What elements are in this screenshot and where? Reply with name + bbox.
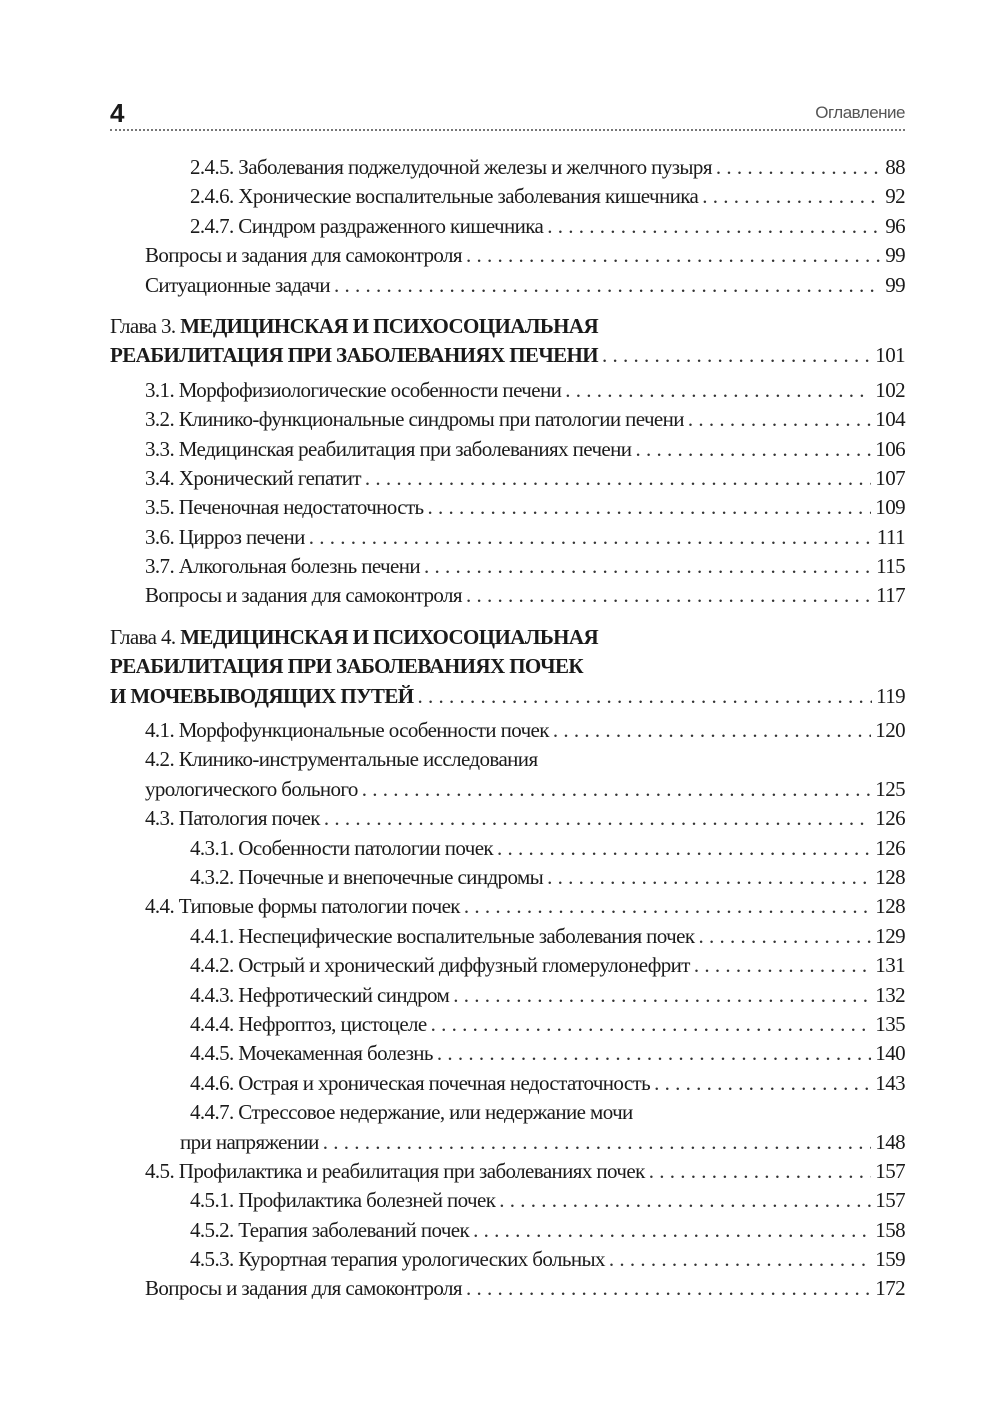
- toc-page-number: 159: [875, 1247, 905, 1272]
- dot-leader: [565, 376, 871, 405]
- toc-page-number: 107: [875, 465, 905, 490]
- dot-leader: [466, 581, 872, 610]
- toc-entry-title: [110, 623, 598, 652]
- header-dotted-rule: [110, 129, 905, 131]
- toc-entry[interactable]: [110, 405, 905, 434]
- toc-entry-text: 2.4.7. Синдром раздраженного кишечника: [190, 213, 544, 238]
- dot-leader: [453, 981, 871, 1010]
- toc-page-number: 106: [875, 436, 905, 461]
- dot-leader: [688, 405, 871, 434]
- toc-line: [110, 1274, 905, 1303]
- dot-leader: [428, 493, 872, 522]
- dot-leader: [547, 212, 881, 241]
- toc-entry-text: 3.6. Цирроз печени: [145, 524, 305, 549]
- toc-entry-title: [190, 1039, 433, 1068]
- toc-line: [110, 153, 905, 182]
- toc-entry[interactable]: [110, 552, 905, 581]
- toc-entry-title: [145, 581, 462, 610]
- dot-leader: [464, 892, 871, 921]
- toc-line: [110, 834, 905, 863]
- dot-leader: [466, 241, 881, 270]
- toc-line: [110, 1245, 905, 1274]
- toc-line: [110, 464, 905, 493]
- toc-entry-title: [190, 834, 493, 863]
- toc-entry-text: 4.2. Клинико-инструментальные исследования: [145, 747, 538, 772]
- toc-line: [110, 981, 905, 1010]
- dot-leader: [365, 464, 871, 493]
- toc-entry[interactable]: [110, 1274, 905, 1303]
- toc-entry-text: 4.5.3. Курортная терапия урологических больных: [190, 1247, 605, 1272]
- toc-entry[interactable]: [110, 1010, 905, 1039]
- toc-entry-title: [180, 1128, 319, 1157]
- toc-line: [110, 552, 905, 581]
- toc-line: [110, 312, 905, 341]
- toc-entry[interactable]: [110, 716, 905, 745]
- toc-entry-text: 4.4.3. Нефротический синдром: [190, 982, 450, 1007]
- toc-page-number: 132: [875, 982, 905, 1007]
- toc-page-number: 157: [875, 1188, 905, 1213]
- toc-page-number: 126: [875, 835, 905, 860]
- dot-leader: [553, 716, 871, 745]
- toc-entry-title: [190, 182, 698, 211]
- toc-line: [110, 652, 905, 681]
- toc-entry-text: 4.3.2. Почечные и внепочечные синдромы: [190, 864, 544, 889]
- toc-page-number: 101: [875, 343, 905, 368]
- toc-entry-title: [145, 892, 460, 921]
- toc-entry[interactable]: [110, 863, 905, 892]
- toc-line: [110, 341, 905, 370]
- toc-line: [110, 716, 905, 745]
- toc-line: [110, 523, 905, 552]
- toc-entry-text: 4.4.2. Острый и хронический диффузный гломерулонефрит: [190, 953, 690, 978]
- toc-entry-title: [145, 405, 684, 434]
- toc-line: [110, 1128, 905, 1157]
- toc-line: [110, 922, 905, 951]
- toc-entry-title: [145, 552, 420, 581]
- toc-entry-text: 4.4.1. Неспецифические воспалительные заболевания почек: [190, 923, 695, 948]
- toc-entry-title: [190, 981, 449, 1010]
- page-number: 4: [110, 98, 125, 128]
- toc-entry-text: РЕАБИЛИТАЦИЯ ПРИ ЗАБОЛЕВАНИЯХ ПЕЧЕНИ: [110, 343, 599, 368]
- table-of-contents: [110, 153, 905, 1304]
- toc-line: [110, 623, 905, 652]
- dot-leader: [362, 775, 872, 804]
- toc-entry-title: [145, 435, 631, 464]
- toc-entry-title: [145, 271, 330, 300]
- toc-entry-title: [190, 1186, 495, 1215]
- toc-page-number: 109: [875, 495, 905, 520]
- toc-entry[interactable]: [110, 581, 905, 610]
- toc-page-number: 172: [875, 1276, 905, 1301]
- toc-entry-title: [145, 241, 462, 270]
- toc-line: [110, 581, 905, 610]
- toc-page-number: 92: [885, 184, 905, 209]
- toc-entry-title: [190, 922, 694, 951]
- toc-page-number: 126: [875, 806, 905, 831]
- toc-entry-text: Ситуационные задачи: [145, 272, 331, 297]
- toc-entry[interactable]: [110, 804, 905, 833]
- toc-entry[interactable]: [110, 1039, 905, 1068]
- toc-page-number: 88: [885, 155, 905, 179]
- toc-entry-title: [145, 523, 305, 552]
- toc-entry-text: 3.7. Алкогольная болезнь печени: [145, 554, 420, 579]
- dot-leader: [716, 153, 881, 182]
- toc-entry-title: [145, 493, 424, 522]
- dot-leader: [417, 682, 872, 711]
- toc-entry-title: [190, 951, 690, 980]
- toc-entry-text: 4.5.2. Терапия заболеваний почек: [190, 1217, 470, 1242]
- toc-page-number: 129: [875, 923, 905, 948]
- toc-entry[interactable]: [110, 892, 905, 921]
- toc-entry-title: [145, 745, 538, 774]
- toc-line: [110, 1157, 905, 1186]
- toc-entry-text: 4.3.1. Особенности патологии почек: [190, 835, 494, 860]
- toc-line: [110, 951, 905, 980]
- toc-entry[interactable]: [110, 182, 905, 211]
- toc-line: [110, 435, 905, 464]
- toc-entry-title: [145, 1157, 645, 1186]
- dot-leader: [431, 1010, 872, 1039]
- toc-entry[interactable]: [110, 241, 905, 270]
- dot-leader: [324, 804, 871, 833]
- toc-line: [110, 182, 905, 211]
- toc-entry-title: [145, 775, 358, 804]
- toc-entry-text: И МОЧЕВЫВОДЯЩИХ ПУТЕЙ: [110, 683, 414, 708]
- toc-page-number: 157: [875, 1158, 905, 1183]
- dot-leader: [698, 922, 871, 951]
- toc-entry-text: 4.1. Морфофункциональные особенности почек: [145, 718, 549, 743]
- toc-entry-title: [110, 341, 598, 370]
- toc-line: [110, 892, 905, 921]
- toc-entry-text: 3.2. Клинико-функциональные синдромы при патологии печени: [145, 407, 684, 432]
- toc-page-number: 99: [885, 243, 905, 268]
- toc-entry-title: [145, 716, 549, 745]
- toc-page-number: 111: [876, 524, 905, 549]
- toc-line: [110, 1010, 905, 1039]
- toc-page-number: 143: [875, 1070, 905, 1095]
- dot-leader: [547, 863, 871, 892]
- toc-page-number: 148: [875, 1129, 905, 1154]
- dot-leader: [437, 1039, 871, 1068]
- toc-entry-text: 3.3. Медицинская реабилитация при заболеваниях печени: [145, 436, 632, 461]
- toc-line: [110, 1216, 905, 1245]
- toc-entry-title: [145, 376, 561, 405]
- page-header: [110, 96, 905, 130]
- toc-entry[interactable]: [110, 464, 905, 493]
- toc-entry-title: [190, 863, 543, 892]
- toc-page-number: 135: [875, 1011, 905, 1036]
- toc-entry[interactable]: [110, 922, 905, 951]
- toc-page-number: 125: [875, 776, 905, 801]
- toc-entry-title: [190, 1069, 650, 1098]
- toc-page-number: 140: [875, 1041, 905, 1066]
- dot-leader: [424, 552, 872, 581]
- toc-entry[interactable]: [110, 523, 905, 552]
- toc-page-number: 119: [876, 683, 905, 708]
- toc-page-number: 115: [876, 554, 905, 579]
- toc-line: [110, 804, 905, 833]
- toc-entry-text: 3.4. Хронический гепатит: [145, 465, 361, 490]
- toc-entry-title: [110, 652, 583, 681]
- toc-entry-title: [145, 1274, 462, 1303]
- toc-line: [110, 241, 905, 270]
- toc-chapter-entry[interactable]: [110, 312, 905, 371]
- toc-entry-text: Вопросы и задания для самоконтроля: [145, 583, 462, 608]
- dot-leader: [334, 271, 881, 300]
- toc-page-number: 117: [876, 583, 905, 608]
- toc-entry-text: 4.4. Типовые формы патологии почек: [145, 894, 460, 919]
- toc-page-number: 128: [875, 864, 905, 889]
- dot-leader: [497, 834, 871, 863]
- toc-entry[interactable]: [110, 1157, 905, 1186]
- toc-entry-text: 4.4.5. Мочекаменная болезнь: [190, 1041, 433, 1066]
- dot-leader: [309, 523, 873, 552]
- toc-line: [110, 376, 905, 405]
- toc-page-number: 158: [875, 1217, 905, 1242]
- toc-entry-title: [190, 1098, 633, 1127]
- toc-entry[interactable]: [110, 153, 905, 182]
- toc-entry[interactable]: [110, 745, 905, 804]
- toc-line: [110, 1186, 905, 1215]
- toc-page-number: 120: [875, 718, 905, 743]
- running-title: Оглавление: [815, 103, 905, 122]
- toc-chapter-entry[interactable]: [110, 623, 905, 711]
- toc-entry[interactable]: [110, 1069, 905, 1098]
- dot-leader: [635, 435, 871, 464]
- dot-leader: [654, 1069, 871, 1098]
- toc-entry-title: [145, 464, 361, 493]
- toc-entry-text: 3.1. Морфофизиологические особенности печени: [145, 377, 562, 402]
- toc-entry[interactable]: [110, 1186, 905, 1215]
- toc-entry[interactable]: [110, 493, 905, 522]
- toc-entry[interactable]: [110, 376, 905, 405]
- toc-entry[interactable]: [110, 834, 905, 863]
- toc-entry-text: 3.5. Печеночная недостаточность: [145, 495, 424, 520]
- toc-entry-text: 4.4.6. Острая и хроническая почечная недостаточность: [190, 1070, 651, 1095]
- dot-leader: [609, 1245, 871, 1274]
- toc-entry-text: МЕДИЦИНСКАЯ И ПСИХОСОЦИАЛЬНАЯ: [180, 624, 599, 649]
- chapter-label: Глава 4.: [110, 624, 176, 649]
- toc-entry-title: [110, 312, 598, 341]
- toc-entry-text: Вопросы и задания для самоконтроля: [145, 243, 462, 268]
- toc-entry[interactable]: [110, 271, 905, 300]
- toc-entry-text: 4.3. Патология почек: [145, 806, 320, 831]
- toc-entry-text: 4.4.4. Нефроптоз, цистоцеле: [190, 1011, 427, 1036]
- toc-entry-title: [190, 1216, 469, 1245]
- toc-page-number: 104: [875, 407, 905, 432]
- toc-entry-text: Вопросы и задания для самоконтроля: [145, 1276, 462, 1301]
- toc-line: [110, 1069, 905, 1098]
- toc-entry[interactable]: [110, 435, 905, 464]
- toc-entry-title: [145, 804, 320, 833]
- toc-entry-text: 2.4.5. Заболевания поджелудочной железы и желчного пузыря: [190, 155, 712, 179]
- toc-entry-text: урологического больного: [145, 776, 358, 801]
- toc-line: [110, 271, 905, 300]
- dot-leader: [694, 951, 871, 980]
- toc-entry-title: [190, 1010, 427, 1039]
- toc-entry-title: [190, 212, 543, 241]
- toc-entry[interactable]: [110, 212, 905, 241]
- toc-line: [110, 1039, 905, 1068]
- toc-line: [110, 863, 905, 892]
- dot-leader: [466, 1274, 871, 1303]
- toc-entry-text: 4.4.7. Стрессовое недержание, или недержание мочи: [190, 1100, 633, 1125]
- dot-leader: [499, 1186, 871, 1215]
- toc-entry-title: [190, 1245, 605, 1274]
- toc-entry-title: [110, 682, 413, 711]
- toc-line: [110, 1098, 905, 1127]
- dot-leader: [323, 1128, 872, 1157]
- dot-leader: [649, 1157, 872, 1186]
- toc-entry-title: [190, 153, 712, 182]
- toc-line: [110, 682, 905, 711]
- toc-line: [110, 405, 905, 434]
- toc-page-number: 131: [875, 953, 905, 978]
- toc-page-number: 102: [875, 377, 905, 402]
- toc-entry-text: РЕАБИЛИТАЦИЯ ПРИ ЗАБОЛЕВАНИЯХ ПОЧЕК: [110, 654, 583, 679]
- toc-entry[interactable]: [110, 951, 905, 980]
- toc-entry-text: при напряжении: [180, 1129, 319, 1154]
- toc-entry[interactable]: [110, 1098, 905, 1157]
- toc-entry[interactable]: [110, 1245, 905, 1274]
- toc-entry-text: 4.5. Профилактика и реабилитация при заболеваниях почек: [145, 1158, 645, 1183]
- toc-line: [110, 745, 905, 774]
- toc-entry[interactable]: [110, 981, 905, 1010]
- dot-leader: [702, 182, 881, 211]
- toc-entry[interactable]: [110, 1216, 905, 1245]
- chapter-label: Глава 3.: [110, 313, 176, 338]
- toc-page-number: 96: [885, 213, 905, 238]
- toc-line: [110, 493, 905, 522]
- toc-entry-text: 2.4.6. Хронические воспалительные заболевания кишечника: [190, 184, 699, 209]
- toc-entry-text: МЕДИЦИНСКАЯ И ПСИХОСОЦИАЛЬНАЯ: [180, 313, 599, 338]
- dot-leader: [473, 1216, 871, 1245]
- toc-entry-text: 4.5.1. Профилактика болезней почек: [190, 1188, 496, 1213]
- toc-line: [110, 775, 905, 804]
- toc-line: [110, 212, 905, 241]
- dot-leader: [602, 341, 871, 370]
- toc-page-number: 128: [875, 894, 905, 919]
- toc-page-number: 99: [885, 272, 905, 297]
